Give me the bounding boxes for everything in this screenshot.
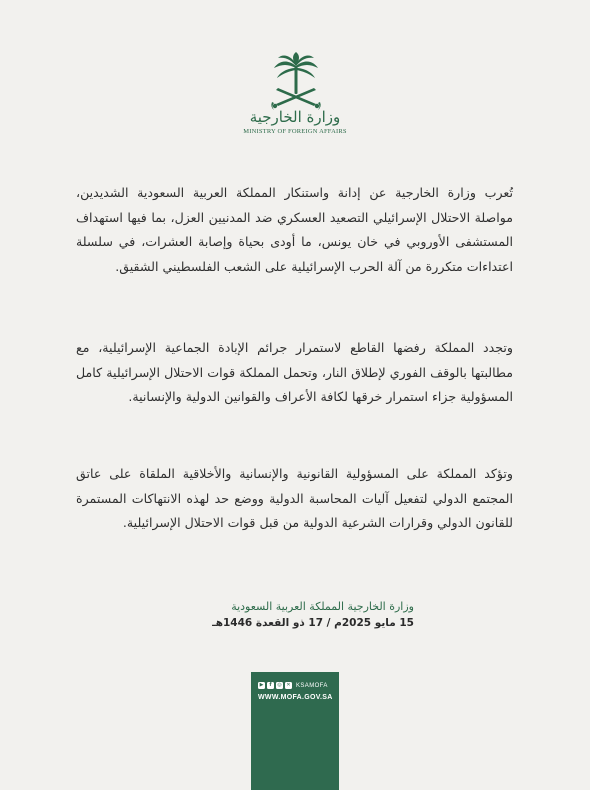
social-handle[interactable]: KSAMOFA bbox=[296, 682, 328, 689]
saudi-emblem-icon bbox=[268, 52, 324, 112]
ministry-name-english: MINISTRY OF FOREIGN AFFAIRS bbox=[243, 128, 347, 135]
statement-paragraph-2: وتجدد المملكة رفضها القاطع لاستمرار جرائم الإبادة الجماعية الإسرائيلية، مع مطالبتها بالوقف الفوري لإطلاق النار، وتحمل المملكة قوات الاحتلال الإسرائيلية كامل المسؤولية جزاء استمرار خرقها لكافة الأعراف والقوانين الدولية والإنسانية. bbox=[76, 340, 513, 404]
signature-block bbox=[212, 598, 414, 632]
youtube-icon[interactable]: ▶ bbox=[259, 682, 264, 688]
instagram-icon[interactable]: ◎ bbox=[277, 682, 282, 688]
footer-contact-box bbox=[251, 672, 339, 790]
social-links bbox=[258, 682, 328, 689]
statement-paragraph-3: وتؤكد المملكة على المسؤولية القانونية والإنسانية والأخلاقية الملقاة على عاتق المجتمع الدولي لتفعيل آليات المحاسبة الدولية ووضع حد لهذه الانتهاكات المستمرة للقانون الدولي وقرارات الشرعية الدولية من قبل قوات الاحتلال الإسرائيلية. bbox=[76, 466, 513, 530]
statement-date: 15 مايو 2025م / 17 ذو القعدة 1446هـ bbox=[212, 617, 414, 629]
facebook-icon[interactable]: f bbox=[267, 682, 274, 689]
x-icon[interactable]: ✕ bbox=[286, 682, 291, 688]
issuer-name: وزارة الخارجية المملكة العربية السعودية bbox=[231, 600, 414, 613]
ministry-name-arabic: وزارة الخارجية bbox=[249, 108, 341, 126]
statement-paragraph-1: تُعرب وزارة الخارجية عن إدانة واستنكار المملكة العربية السعودية الشديدين، مواصلة الاحتلال الإسرائيلي التصعيد العسكري ضد المدنيين العزل، بما فيها استهداف المستشفى الأوروبي في خان يونس، ما أودى بحياة وإصابة العشرات، في سلسلة اعتداءات متكررة من آلة الحرب الإسرائيلية على الشعب الفلسطيني الشقيق. bbox=[76, 185, 513, 274]
website-link[interactable]: WWW.MOFA.GOV.SA bbox=[258, 694, 333, 701]
